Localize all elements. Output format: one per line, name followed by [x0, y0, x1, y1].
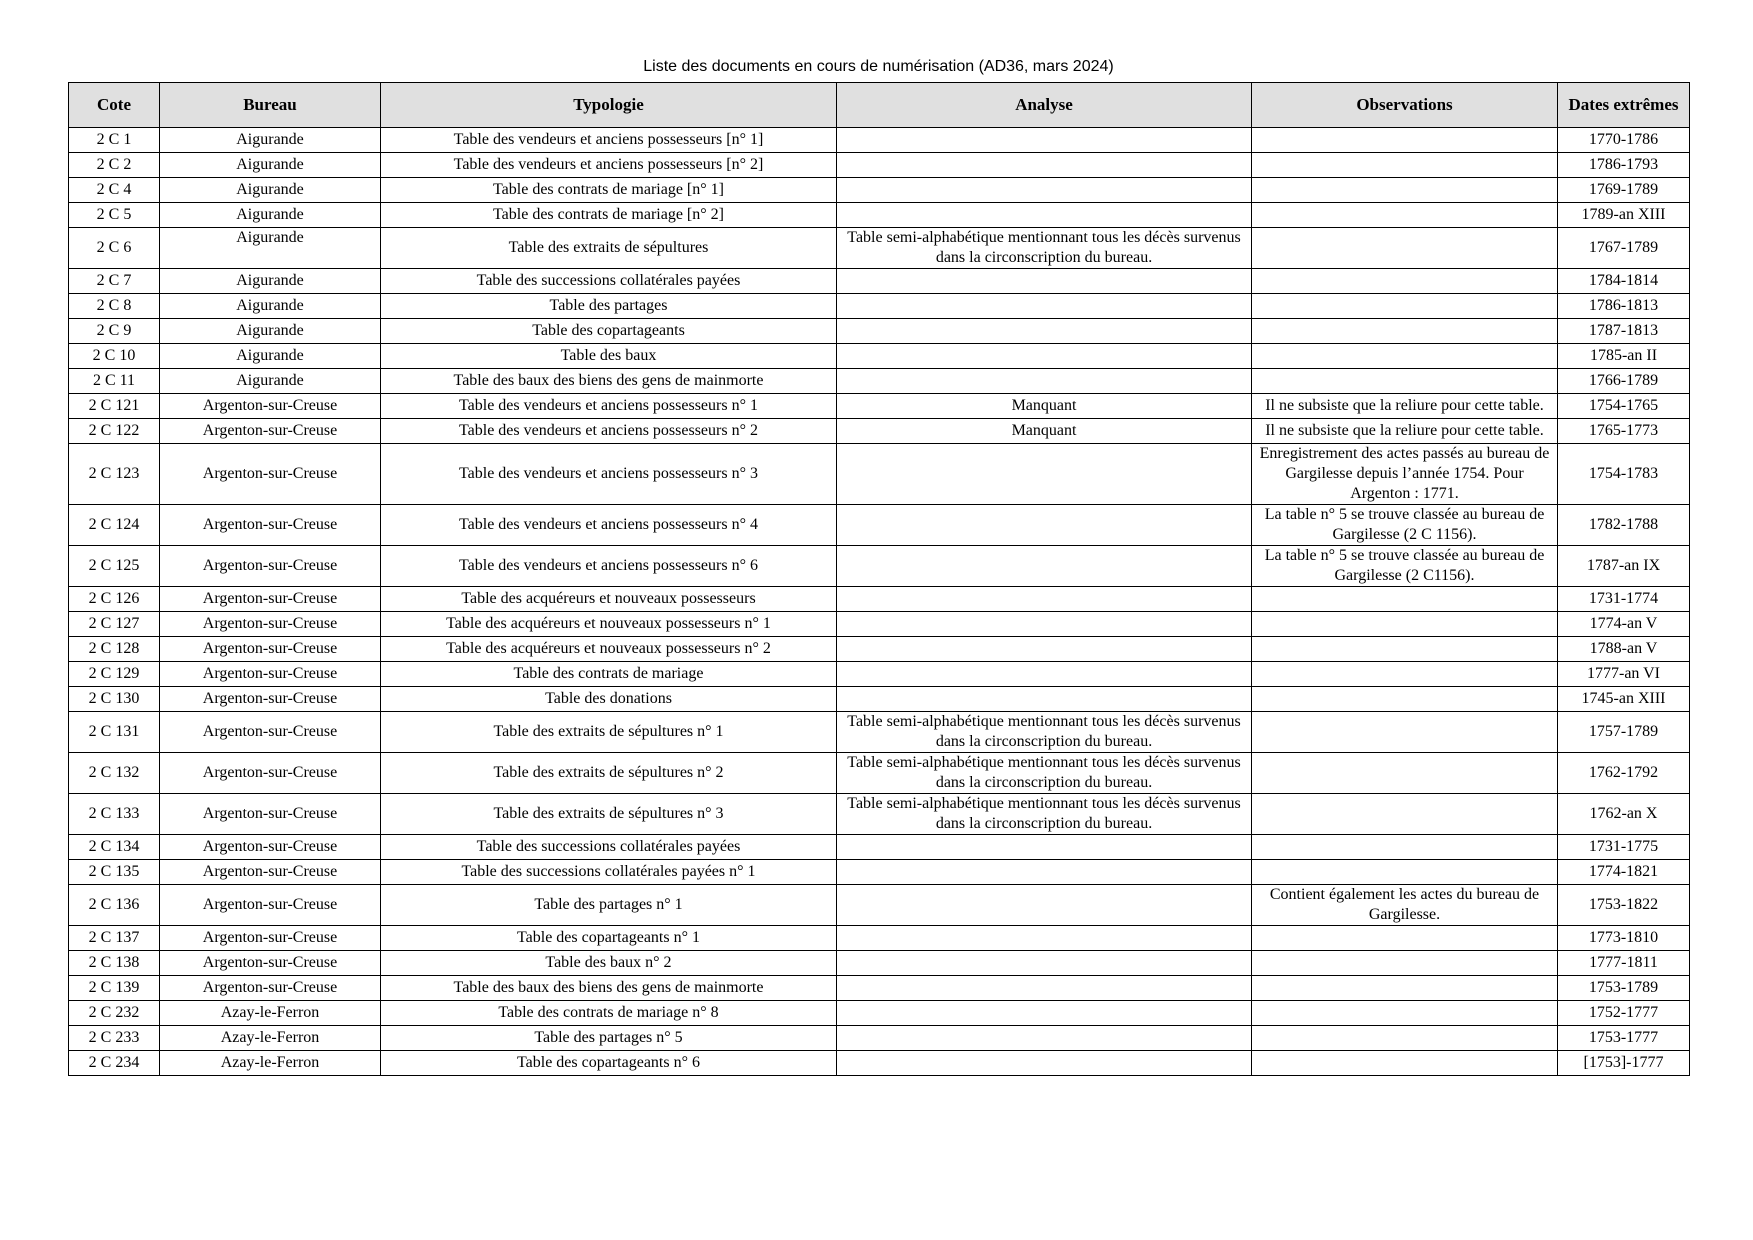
cell-dates: 1788-an V: [1558, 637, 1690, 662]
cell-typologie: Table des copartageants n° 6: [381, 1051, 837, 1076]
cell-observations: [1252, 860, 1558, 885]
header-row: [69, 83, 1690, 128]
cell-cote: 2 C 121: [69, 394, 160, 419]
cell-dates: 1766-1789: [1558, 369, 1690, 394]
table-row: [69, 128, 1690, 153]
cell-bureau: Azay-le-Ferron: [160, 1001, 381, 1026]
table-row: [69, 612, 1690, 637]
cell-cote: 2 C 127: [69, 612, 160, 637]
cell-cote: 2 C 234: [69, 1051, 160, 1076]
cell-bureau: Aigurande: [160, 294, 381, 319]
cell-observations: [1252, 835, 1558, 860]
cell-analyse: [837, 369, 1252, 394]
cell-cote: 2 C 132: [69, 753, 160, 794]
table-row: [69, 394, 1690, 419]
cell-observations: Il ne subsiste que la reliure pour cette table.: [1252, 394, 1558, 419]
cell-analyse: [837, 687, 1252, 712]
cell-dates: 1785-an II: [1558, 344, 1690, 369]
cell-dates: 1765-1773: [1558, 419, 1690, 444]
cell-dates: 1762-1792: [1558, 753, 1690, 794]
cell-typologie: Table des successions collatérales payées n° 1: [381, 860, 837, 885]
cell-observations: La table n° 5 se trouve classée au bureau de Gargilesse (2 C 1156).: [1252, 505, 1558, 546]
table-row: [69, 712, 1690, 753]
cell-dates: 1767-1789: [1558, 228, 1690, 269]
cell-cote: 2 C 232: [69, 1001, 160, 1026]
cell-observations: [1252, 128, 1558, 153]
column-header-bureau: Bureau: [160, 83, 381, 128]
cell-bureau: Azay-le-Ferron: [160, 1026, 381, 1051]
cell-dates: 1782-1788: [1558, 505, 1690, 546]
cell-cote: 2 C 125: [69, 546, 160, 587]
cell-analyse: [837, 344, 1252, 369]
cell-observations: [1252, 712, 1558, 753]
table-row: [69, 1051, 1690, 1076]
cell-cote: 2 C 123: [69, 444, 160, 505]
cell-dates: 1774-1821: [1558, 860, 1690, 885]
cell-observations: Enregistrement des actes passés au bureau de Gargilesse depuis l’année 1754. Pour Argenton : 1771.: [1252, 444, 1558, 505]
cell-typologie: Table des extraits de sépultures n° 2: [381, 753, 837, 794]
cell-observations: [1252, 951, 1558, 976]
cell-observations: [1252, 228, 1558, 269]
table-row: [69, 753, 1690, 794]
table-row: [69, 178, 1690, 203]
cell-typologie: Table des copartageants n° 1: [381, 926, 837, 951]
cell-analyse: [837, 505, 1252, 546]
cell-analyse: Manquant: [837, 419, 1252, 444]
cell-cote: 2 C 9: [69, 319, 160, 344]
cell-analyse: Manquant: [837, 394, 1252, 419]
cell-cote: 2 C 139: [69, 976, 160, 1001]
cell-bureau: Argenton-sur-Creuse: [160, 637, 381, 662]
table-row: [69, 637, 1690, 662]
cell-observations: [1252, 687, 1558, 712]
cell-bureau: Argenton-sur-Creuse: [160, 712, 381, 753]
cell-typologie: Table des acquéreurs et nouveaux possesseurs n° 1: [381, 612, 837, 637]
cell-dates: 1757-1789: [1558, 712, 1690, 753]
cell-analyse: [837, 128, 1252, 153]
cell-bureau: Argenton-sur-Creuse: [160, 951, 381, 976]
cell-typologie: Table des partages n° 1: [381, 885, 837, 926]
cell-bureau: Argenton-sur-Creuse: [160, 612, 381, 637]
cell-observations: [1252, 662, 1558, 687]
cell-typologie: Table des contrats de mariage n° 8: [381, 1001, 837, 1026]
cell-observations: [1252, 344, 1558, 369]
cell-bureau: Argenton-sur-Creuse: [160, 835, 381, 860]
cell-analyse: [837, 885, 1252, 926]
cell-cote: 2 C 128: [69, 637, 160, 662]
cell-analyse: [837, 1026, 1252, 1051]
table-row: [69, 319, 1690, 344]
cell-bureau: Aigurande: [160, 269, 381, 294]
column-header-dates: Dates extrêmes: [1558, 83, 1690, 128]
cell-analyse: [837, 1001, 1252, 1026]
table-row: [69, 505, 1690, 546]
cell-cote: 2 C 233: [69, 1026, 160, 1051]
column-header-analyse: Analyse: [837, 83, 1252, 128]
cell-typologie: Table des baux n° 2: [381, 951, 837, 976]
cell-cote: 2 C 138: [69, 951, 160, 976]
cell-cote: 2 C 5: [69, 203, 160, 228]
cell-observations: [1252, 369, 1558, 394]
cell-typologie: Table des partages: [381, 294, 837, 319]
cell-typologie: Table des vendeurs et anciens possesseurs n° 4: [381, 505, 837, 546]
table-row: [69, 1001, 1690, 1026]
cell-cote: 2 C 134: [69, 835, 160, 860]
cell-analyse: [837, 178, 1252, 203]
cell-typologie: Table des extraits de sépultures: [381, 228, 837, 269]
table-row: [69, 228, 1690, 269]
cell-analyse: [837, 546, 1252, 587]
cell-dates: 1789-an XIII: [1558, 203, 1690, 228]
cell-bureau: Argenton-sur-Creuse: [160, 860, 381, 885]
cell-observations: [1252, 294, 1558, 319]
cell-dates: 1786-1793: [1558, 153, 1690, 178]
cell-bureau: Aigurande: [160, 319, 381, 344]
cell-typologie: Table des donations: [381, 687, 837, 712]
cell-analyse: [837, 203, 1252, 228]
cell-cote: 2 C 1: [69, 128, 160, 153]
cell-cote: 2 C 136: [69, 885, 160, 926]
cell-observations: [1252, 794, 1558, 835]
cell-analyse: [837, 444, 1252, 505]
cell-bureau: Argenton-sur-Creuse: [160, 444, 381, 505]
cell-observations: Contient également les actes du bureau de Gargilesse.: [1252, 885, 1558, 926]
cell-analyse: [837, 153, 1252, 178]
table-row: [69, 687, 1690, 712]
cell-observations: [1252, 269, 1558, 294]
cell-observations: [1252, 1051, 1558, 1076]
cell-dates: 1753-1789: [1558, 976, 1690, 1001]
cell-typologie: Table des acquéreurs et nouveaux possesseurs n° 2: [381, 637, 837, 662]
cell-bureau: Aigurande: [160, 203, 381, 228]
cell-observations: [1252, 587, 1558, 612]
table-row: [69, 860, 1690, 885]
cell-dates: 1786-1813: [1558, 294, 1690, 319]
cell-bureau: Argenton-sur-Creuse: [160, 662, 381, 687]
cell-typologie: Table des contrats de mariage [n° 2]: [381, 203, 837, 228]
cell-bureau: Aigurande: [160, 153, 381, 178]
cell-cote: 2 C 11: [69, 369, 160, 394]
cell-dates: 1753-1822: [1558, 885, 1690, 926]
cell-observations: [1252, 612, 1558, 637]
cell-dates: 1774-an V: [1558, 612, 1690, 637]
cell-typologie: Table des vendeurs et anciens possesseurs [n° 2]: [381, 153, 837, 178]
column-header-observations: Observations: [1252, 83, 1558, 128]
cell-analyse: [837, 1051, 1252, 1076]
cell-dates: 1754-1783: [1558, 444, 1690, 505]
cell-typologie: Table des baux des biens des gens de mainmorte: [381, 976, 837, 1001]
cell-analyse: [837, 587, 1252, 612]
cell-cote: 2 C 10: [69, 344, 160, 369]
table-row: [69, 369, 1690, 394]
cell-bureau: Argenton-sur-Creuse: [160, 926, 381, 951]
table-row: [69, 885, 1690, 926]
table-row: [69, 587, 1690, 612]
cell-cote: 2 C 4: [69, 178, 160, 203]
table-row: [69, 835, 1690, 860]
cell-bureau: Argenton-sur-Creuse: [160, 687, 381, 712]
cell-typologie: Table des acquéreurs et nouveaux possesseurs: [381, 587, 837, 612]
cell-observations: [1252, 203, 1558, 228]
table-row: [69, 203, 1690, 228]
cell-observations: [1252, 1026, 1558, 1051]
cell-typologie: Table des successions collatérales payées: [381, 835, 837, 860]
cell-observations: Il ne subsiste que la reliure pour cette table.: [1252, 419, 1558, 444]
cell-typologie: Table des vendeurs et anciens possesseurs n° 3: [381, 444, 837, 505]
cell-cote: 2 C 122: [69, 419, 160, 444]
cell-typologie: Table des vendeurs et anciens possesseurs n° 1: [381, 394, 837, 419]
cell-observations: [1252, 1001, 1558, 1026]
cell-dates: 1777-1811: [1558, 951, 1690, 976]
cell-dates: 1752-1777: [1558, 1001, 1690, 1026]
column-header-typologie: Typologie: [381, 83, 837, 128]
cell-analyse: [837, 662, 1252, 687]
cell-bureau: Aigurande: [160, 228, 381, 269]
cell-bureau: Argenton-sur-Creuse: [160, 587, 381, 612]
cell-analyse: [837, 319, 1252, 344]
cell-typologie: Table des extraits de sépultures n° 1: [381, 712, 837, 753]
cell-cote: 2 C 130: [69, 687, 160, 712]
table-body: [69, 128, 1690, 1076]
cell-dates: 1754-1765: [1558, 394, 1690, 419]
cell-dates: 1769-1789: [1558, 178, 1690, 203]
cell-analyse: Table semi-alphabétique mentionnant tous les décès survenus dans la circonscription du bureau.: [837, 794, 1252, 835]
cell-analyse: [837, 835, 1252, 860]
cell-observations: [1252, 637, 1558, 662]
table-row: [69, 662, 1690, 687]
cell-dates: 1762-an X: [1558, 794, 1690, 835]
cell-bureau: Argenton-sur-Creuse: [160, 394, 381, 419]
cell-typologie: Table des vendeurs et anciens possesseurs n° 2: [381, 419, 837, 444]
cell-bureau: Argenton-sur-Creuse: [160, 794, 381, 835]
cell-observations: [1252, 319, 1558, 344]
cell-bureau: Aigurande: [160, 344, 381, 369]
cell-cote: 2 C 7: [69, 269, 160, 294]
table-row: [69, 951, 1690, 976]
cell-analyse: Table semi-alphabétique mentionnant tous les décès survenus dans la circonscription du bureau.: [837, 712, 1252, 753]
cell-bureau: Argenton-sur-Creuse: [160, 419, 381, 444]
cell-typologie: Table des partages n° 5: [381, 1026, 837, 1051]
cell-observations: [1252, 976, 1558, 1001]
table-row: [69, 153, 1690, 178]
table-row: [69, 294, 1690, 319]
cell-observations: [1252, 753, 1558, 794]
cell-typologie: Table des vendeurs et anciens possesseurs [n° 1]: [381, 128, 837, 153]
cell-analyse: [837, 612, 1252, 637]
documents-table: [68, 82, 1690, 1076]
cell-observations: [1252, 926, 1558, 951]
cell-analyse: [837, 860, 1252, 885]
cell-bureau: Azay-le-Ferron: [160, 1051, 381, 1076]
table-row: [69, 419, 1690, 444]
cell-dates: 1731-1774: [1558, 587, 1690, 612]
cell-dates: 1787-an IX: [1558, 546, 1690, 587]
cell-typologie: Table des contrats de mariage [n° 1]: [381, 178, 837, 203]
cell-analyse: [837, 269, 1252, 294]
cell-cote: 2 C 126: [69, 587, 160, 612]
table-row: [69, 1026, 1690, 1051]
cell-bureau: Aigurande: [160, 128, 381, 153]
cell-bureau: Aigurande: [160, 369, 381, 394]
table-row: [69, 976, 1690, 1001]
cell-cote: 2 C 8: [69, 294, 160, 319]
cell-typologie: Table des baux des biens des gens de mainmorte: [381, 369, 837, 394]
cell-bureau: Argenton-sur-Creuse: [160, 505, 381, 546]
cell-cote: 2 C 124: [69, 505, 160, 546]
cell-dates: 1731-1775: [1558, 835, 1690, 860]
cell-dates: 1787-1813: [1558, 319, 1690, 344]
cell-observations: [1252, 153, 1558, 178]
cell-cote: 2 C 6: [69, 228, 160, 269]
table-row: [69, 269, 1690, 294]
cell-bureau: Argenton-sur-Creuse: [160, 976, 381, 1001]
cell-dates: 1745-an XIII: [1558, 687, 1690, 712]
cell-typologie: Table des extraits de sépultures n° 3: [381, 794, 837, 835]
cell-observations: [1252, 178, 1558, 203]
cell-analyse: [837, 637, 1252, 662]
cell-dates: 1770-1786: [1558, 128, 1690, 153]
table-row: [69, 444, 1690, 505]
table-row: [69, 344, 1690, 369]
cell-dates: 1753-1777: [1558, 1026, 1690, 1051]
table-row: [69, 546, 1690, 587]
cell-bureau: Argenton-sur-Creuse: [160, 885, 381, 926]
cell-typologie: Table des baux: [381, 344, 837, 369]
cell-analyse: [837, 294, 1252, 319]
table-row: [69, 926, 1690, 951]
page-title: Liste des documents en cours de numérisation (AD36, mars 2024): [643, 58, 1114, 75]
cell-bureau: Aigurande: [160, 178, 381, 203]
cell-observations: La table n° 5 se trouve classée au bureau de Gargilesse (2 C1156).: [1252, 546, 1558, 587]
cell-analyse: [837, 926, 1252, 951]
cell-typologie: Table des vendeurs et anciens possesseurs n° 6: [381, 546, 837, 587]
cell-analyse: [837, 951, 1252, 976]
cell-bureau: Argenton-sur-Creuse: [160, 753, 381, 794]
cell-dates: 1777-an VI: [1558, 662, 1690, 687]
cell-cote: 2 C 131: [69, 712, 160, 753]
cell-cote: 2 C 135: [69, 860, 160, 885]
column-header-cote: Cote: [69, 83, 160, 128]
cell-typologie: Table des contrats de mariage: [381, 662, 837, 687]
cell-dates: 1784-1814: [1558, 269, 1690, 294]
cell-typologie: Table des copartageants: [381, 319, 837, 344]
cell-analyse: [837, 976, 1252, 1001]
cell-analyse: Table semi-alphabétique mentionnant tous les décès survenus dans la circonscription du bureau.: [837, 753, 1252, 794]
cell-cote: 2 C 2: [69, 153, 160, 178]
cell-analyse: Table semi-alphabétique mentionnant tous les décès survenus dans la circonscription du bureau.: [837, 228, 1252, 269]
cell-cote: 2 C 129: [69, 662, 160, 687]
cell-typologie: Table des successions collatérales payées: [381, 269, 837, 294]
cell-dates: 1773-1810: [1558, 926, 1690, 951]
cell-cote: 2 C 137: [69, 926, 160, 951]
cell-cote: 2 C 133: [69, 794, 160, 835]
cell-dates: [1753]-1777: [1558, 1051, 1690, 1076]
table-row: [69, 794, 1690, 835]
cell-bureau: Argenton-sur-Creuse: [160, 546, 381, 587]
